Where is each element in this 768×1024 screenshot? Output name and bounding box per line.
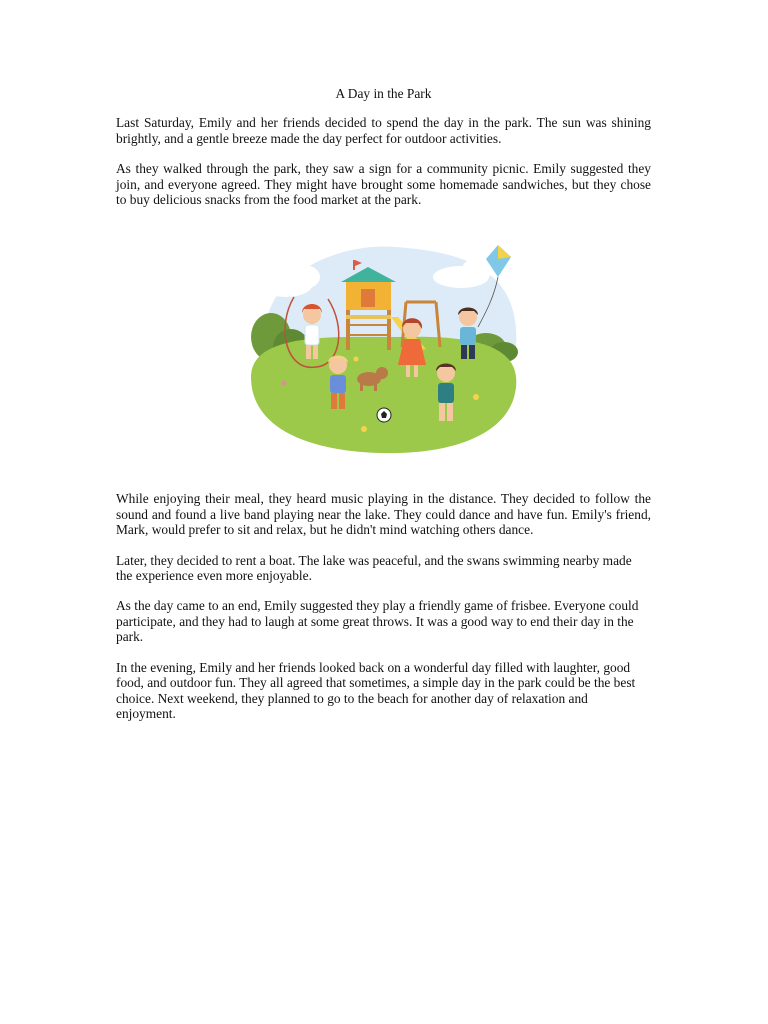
paragraph-picnic: As they walked through the park, they saw a sign for a community picnic. Emily suggested they join, and everyone agreed. They might have brought some homemade sandwiches, but they chose to buy delicious snacks from the food market at the park. [116,161,651,208]
park-illustration [246,237,528,459]
paragraph-boat: Later, they decided to rent a boat. The lake was peaceful, and the swans swimming nearby made the experience even more enjoyable. [116,552,632,584]
paragraph-intro: Last Saturday, Emily and her friends decided to spend the day in the park. The sun was shining brightly, and a gentle breeze made the day perfect for outdoor activities. [116,115,651,146]
paragraph-music: While enjoying their meal, they heard music playing in the distance. They decided to follow the sound and found a live band playing near the lake. They could dance and have fun. Emily's friend, Mark, would prefer to sit and relax, but he didn't mind watching others dance. [116,491,651,538]
paragraph-evening: In the evening, Emily and her friends looked back on a wonderful day filled with laughter, good food, and outdoor fun. They all agreed that sometimes, a simple day in the park could be the best choice. Next weekend, they planned to go to the beach for another day of relaxation and enjoyment. [116,659,636,721]
document-page [116,86,651,736]
document-title: A Day in the Park [335,86,432,101]
paragraph-frisbee: As the day came to an end, Emily suggested they play a friendly game of frisbee. Everyone could participate, and they had to laugh at some great throws. It was a good way to end their day in the park. [116,598,639,645]
soccer-ball-icon [377,408,391,422]
